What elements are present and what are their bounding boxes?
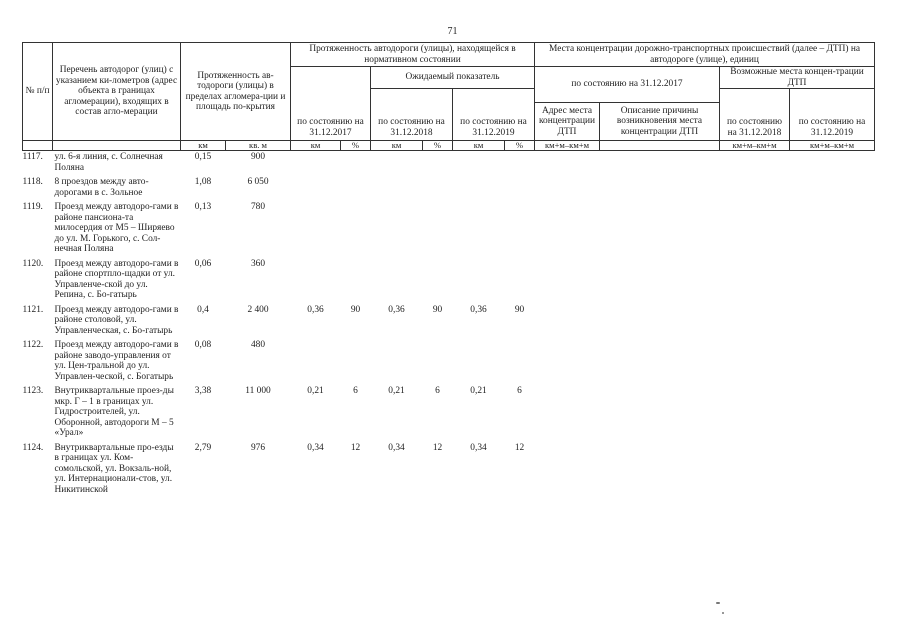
header-normative-group: Протяженность автодороги (улицы), находящейся в нормативном состоянии bbox=[291, 43, 535, 67]
length-km: 3,38 bbox=[194, 386, 212, 396]
unit-2018-km: км bbox=[371, 141, 423, 151]
unit-area-sqm: кв. м bbox=[226, 141, 291, 151]
table-row bbox=[23, 258, 875, 304]
norm-2017-km bbox=[291, 258, 341, 304]
norm-2017-km: 0,21 bbox=[307, 386, 324, 396]
length-km: 0,08 bbox=[194, 340, 212, 350]
dtp-2018 bbox=[720, 258, 790, 304]
header-length: Протяженность ав-тодороги (улицы) в пределах агломера-ции и площадь по-крытия bbox=[181, 43, 291, 141]
table-row bbox=[23, 339, 875, 385]
dtp-2019 bbox=[790, 258, 875, 304]
norm-2019-km: 0,34 bbox=[470, 442, 487, 453]
road-name: Проезд между автодоро-гами в районе спортпло-щадки от ул. Управленче-ской до ул. Репина, с. Бо-гатырь bbox=[54, 258, 179, 300]
unit-num-blank bbox=[23, 141, 53, 151]
header-dtp-2017: по состоянию на 31.12.2017 bbox=[535, 67, 720, 103]
norm-2017-pct bbox=[341, 339, 371, 385]
dtp-2018 bbox=[720, 385, 790, 442]
area-sqm: 976 bbox=[250, 442, 266, 453]
dtp-address bbox=[535, 201, 600, 258]
table-row bbox=[23, 201, 875, 258]
header-normative-2017: по состоянию на 31.12.2017 bbox=[291, 67, 371, 141]
norm-2019-km: 0,21 bbox=[470, 386, 487, 396]
area-sqm: 780 bbox=[250, 202, 266, 212]
dtp-2018 bbox=[720, 304, 790, 340]
unit-2019-pct: % bbox=[505, 141, 535, 151]
header-road-list: Перечень автодорог (улиц) с указанием ки-лометров (адрес объекта в границах агломерации), входящих в состав агло-мерации bbox=[53, 43, 181, 141]
row-number: 1122. bbox=[22, 340, 44, 350]
norm-2018-km bbox=[371, 151, 423, 177]
norm-2017-pct bbox=[341, 176, 371, 201]
norm-2018-km: 0,34 bbox=[388, 442, 405, 453]
norm-2018-km bbox=[371, 258, 423, 304]
header-dtp-possible: Возможные места концен-трации ДТП bbox=[720, 67, 875, 89]
dtp-2019 bbox=[790, 201, 875, 258]
norm-2019-pct bbox=[505, 339, 535, 385]
table-row bbox=[23, 442, 875, 499]
dtp-2018 bbox=[720, 151, 790, 177]
norm-2018-km: 0,21 bbox=[388, 386, 405, 396]
dtp-cause bbox=[600, 385, 720, 442]
norm-2019-km bbox=[453, 201, 505, 258]
dtp-2018 bbox=[720, 442, 790, 499]
length-km: 0,13 bbox=[194, 202, 212, 212]
length-km: 0,15 bbox=[194, 152, 212, 162]
table-row bbox=[23, 304, 875, 340]
area-sqm: 6 050 bbox=[247, 177, 269, 187]
norm-2018-km bbox=[371, 339, 423, 385]
dtp-2019 bbox=[790, 339, 875, 385]
dtp-2018 bbox=[720, 339, 790, 385]
norm-2019-km bbox=[453, 258, 505, 304]
dtp-cause bbox=[600, 339, 720, 385]
norm-2017-km bbox=[291, 176, 341, 201]
norm-2018-km bbox=[371, 176, 423, 201]
norm-2019-pct: 12 bbox=[514, 442, 525, 453]
row-number: 1118. bbox=[22, 177, 43, 187]
road-name: Проезд между автодоро-гами в районе заводо-управления от ул. Цен-тральной до ул. Управлен-ческой, с. Богатырь bbox=[54, 340, 179, 382]
norm-2018-pct bbox=[423, 258, 453, 304]
dtp-2019 bbox=[790, 176, 875, 201]
length-km: 1,08 bbox=[194, 177, 212, 187]
road-name: Внутриквартальные про-езды в границах ул. Ком-сомольской, ул. Вокзаль-ной, ул. Интернационали-стов, ул. Никитинской bbox=[54, 442, 174, 495]
norm-2018-pct bbox=[423, 201, 453, 258]
dtp-cause bbox=[600, 304, 720, 340]
area-sqm: 11 000 bbox=[245, 386, 271, 396]
norm-2017-km: 0,34 bbox=[307, 442, 324, 453]
dtp-2019 bbox=[790, 151, 875, 177]
norm-2017-km bbox=[291, 151, 341, 177]
dtp-address bbox=[535, 442, 600, 499]
unit-2017-km: км bbox=[291, 141, 341, 151]
unit-length-km: км bbox=[181, 141, 226, 151]
unit-dtp-cause-blank bbox=[600, 141, 720, 151]
length-km: 2,79 bbox=[194, 442, 212, 453]
row-number: 1121. bbox=[22, 304, 44, 315]
norm-2019-km bbox=[453, 339, 505, 385]
header-dtp-cause: Описание причины возникновения места концентрации ДТП bbox=[600, 103, 720, 141]
row-number: 1123. bbox=[22, 386, 44, 396]
unit-dtp-address: км+м–км+м bbox=[535, 141, 600, 151]
norm-2019-km bbox=[453, 151, 505, 177]
road-name: ул. 6-я линия, с. Солнечная Поляна bbox=[54, 152, 163, 173]
dtp-address bbox=[535, 339, 600, 385]
norm-2017-pct bbox=[341, 151, 371, 177]
norm-2017-pct: 6 bbox=[353, 386, 358, 396]
dtp-address bbox=[535, 385, 600, 442]
norm-2019-pct bbox=[505, 151, 535, 177]
page-number: 71 bbox=[447, 26, 458, 37]
dtp-2019 bbox=[790, 442, 875, 499]
norm-2019-pct: 90 bbox=[514, 304, 525, 315]
dtp-address bbox=[535, 258, 600, 304]
dtp-cause bbox=[600, 151, 720, 177]
norm-2017-km: 0,36 bbox=[307, 304, 324, 315]
length-km: 0,4 bbox=[197, 304, 209, 315]
table-row bbox=[23, 151, 875, 177]
norm-2019-pct bbox=[505, 201, 535, 258]
norm-2017-pct bbox=[341, 201, 371, 258]
road-name: Внутриквартальные проез-ды мкр. Г – 1 в границах ул. Гидростроителей, ул. Оборонной, автодороги М – 5 «Урал» bbox=[54, 386, 174, 438]
norm-2017-km bbox=[291, 201, 341, 258]
table-row bbox=[23, 176, 875, 201]
road-name: 8 проездов между авто-дорогами в с. Зольное bbox=[54, 177, 149, 198]
dtp-address bbox=[535, 151, 600, 177]
table-row bbox=[23, 385, 875, 442]
header-expected: Ожидаемый показатель bbox=[371, 67, 535, 89]
area-sqm: 360 bbox=[250, 258, 266, 269]
norm-2019-km bbox=[453, 176, 505, 201]
dtp-2018 bbox=[720, 176, 790, 201]
norm-2017-km bbox=[291, 339, 341, 385]
roads-table bbox=[22, 42, 875, 498]
area-sqm: 900 bbox=[250, 152, 266, 162]
dtp-address bbox=[535, 176, 600, 201]
unit-2018-pct: % bbox=[423, 141, 453, 151]
norm-2018-pct: 6 bbox=[435, 386, 440, 396]
unit-dtp-2019: км+м–км+м bbox=[790, 141, 875, 151]
area-sqm: 480 bbox=[250, 340, 266, 350]
road-name: Проезд между автодоро-гами в районе столовой, ул. Управленческая, с. Бо-гатырь bbox=[54, 304, 179, 336]
norm-2019-pct bbox=[505, 176, 535, 201]
road-name: Проезд между автодоро-гами в районе пансиона-та милосердия от М5 – Ширяево до ул. М. Горького, с. Сол-нечная Поляна bbox=[54, 202, 179, 254]
scan-speck bbox=[716, 602, 720, 604]
norm-2017-pct bbox=[341, 258, 371, 304]
row-number: 1117. bbox=[22, 152, 43, 162]
dtp-cause bbox=[600, 442, 720, 499]
row-number: 1120. bbox=[22, 258, 44, 269]
norm-2018-pct bbox=[423, 176, 453, 201]
row-number: 1124. bbox=[22, 442, 44, 453]
header-expected-2018: по состоянию на 31.12.2018 bbox=[371, 89, 453, 141]
norm-2019-km: 0,36 bbox=[470, 304, 487, 315]
scan-speck bbox=[722, 612, 724, 614]
norm-2017-pct: 90 bbox=[350, 304, 361, 315]
dtp-2018 bbox=[720, 201, 790, 258]
norm-2018-pct: 90 bbox=[432, 304, 443, 315]
header-dtp-address: Адрес места концентрации ДТП bbox=[535, 103, 600, 141]
dtp-cause bbox=[600, 176, 720, 201]
norm-2018-km: 0,36 bbox=[388, 304, 405, 315]
header-dtp-2019: по состоянию на 31.12.2019 bbox=[790, 89, 875, 141]
norm-2017-pct: 12 bbox=[350, 442, 361, 453]
header-expected-2019: по состоянию на 31.12.2019 bbox=[453, 89, 535, 141]
norm-2019-pct: 6 bbox=[517, 386, 522, 396]
dtp-cause bbox=[600, 201, 720, 258]
area-sqm: 2 400 bbox=[247, 304, 269, 315]
header-dtp-2018: по состоянию на 31.12.2018 bbox=[720, 89, 790, 141]
norm-2018-pct bbox=[423, 151, 453, 177]
norm-2018-km bbox=[371, 201, 423, 258]
row-number: 1119. bbox=[22, 202, 43, 212]
header-dtp-group: Места концентрации дорожно-транспортных происшествий (далее – ДТП) на автодороге (улице), единиц bbox=[535, 43, 875, 67]
dtp-address bbox=[535, 304, 600, 340]
norm-2018-pct: 12 bbox=[432, 442, 443, 453]
unit-road-blank bbox=[53, 141, 181, 151]
norm-2018-pct bbox=[423, 339, 453, 385]
dtp-2019 bbox=[790, 304, 875, 340]
length-km: 0,06 bbox=[194, 258, 212, 269]
unit-dtp-2018: км+м–км+м bbox=[720, 141, 790, 151]
header-num: № п/п bbox=[23, 43, 53, 141]
dtp-2019 bbox=[790, 385, 875, 442]
unit-2019-km: км bbox=[453, 141, 505, 151]
norm-2019-pct bbox=[505, 258, 535, 304]
unit-2017-pct: % bbox=[341, 141, 371, 151]
dtp-cause bbox=[600, 258, 720, 304]
